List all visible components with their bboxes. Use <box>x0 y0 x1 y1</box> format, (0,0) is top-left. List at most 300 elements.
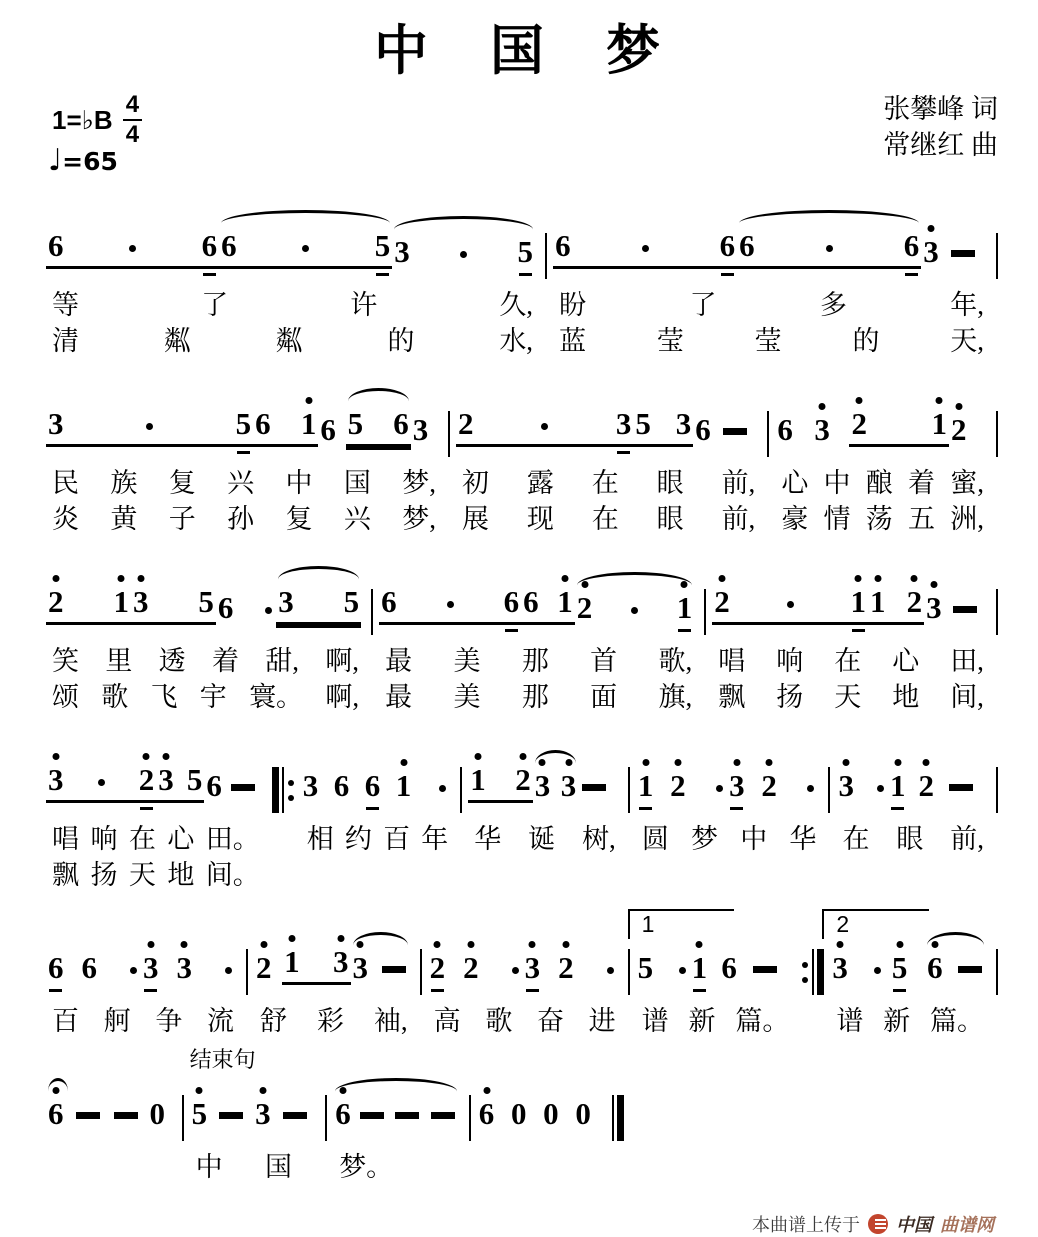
measure <box>422 923 628 1039</box>
lyric-syllable: 新 <box>883 1006 911 1036</box>
barline-begin-repeat <box>272 767 295 813</box>
lyrics-row <box>40 465 448 501</box>
augmentation-dot <box>98 779 105 786</box>
note: 5 <box>517 234 534 269</box>
lyric-syllable: 飞 <box>150 682 178 712</box>
lyrics-row <box>630 1003 802 1039</box>
lyrics-row <box>462 857 628 893</box>
dash-note <box>951 250 975 257</box>
measure <box>471 1069 613 1185</box>
note-group <box>523 951 557 985</box>
note: 1 <box>869 584 886 619</box>
lyric-syllable: 蓝 <box>559 326 587 356</box>
lyric-syllable: 眼 <box>896 824 924 854</box>
lyrics-row <box>248 1003 420 1039</box>
lyric-syllable: 展 <box>462 504 489 534</box>
lyrics-row <box>40 821 272 857</box>
notes-row <box>40 923 246 1003</box>
lyric-syllable: 诞 <box>528 824 556 854</box>
lyric-syllable: 复 <box>285 504 313 534</box>
volta-bracket <box>628 909 734 939</box>
note: 3 <box>48 406 64 441</box>
note-group <box>80 951 142 985</box>
lyric-syllable: 许 <box>350 290 378 320</box>
note-group <box>830 951 884 985</box>
lyrics-row <box>547 323 996 359</box>
notes-row <box>40 1069 182 1149</box>
note-group <box>363 769 394 803</box>
lyric-syllable: 天 <box>834 682 862 712</box>
note-group <box>836 769 888 803</box>
note: 3 <box>158 762 174 797</box>
lyric-syllable: 粼 <box>163 326 191 356</box>
lyrics-row <box>40 643 371 679</box>
dash-note <box>395 1112 419 1119</box>
augmentation-dot <box>874 967 881 974</box>
note-group <box>719 951 749 985</box>
note-group <box>148 1097 172 1131</box>
lyric-syllable: 面 <box>590 682 618 712</box>
note-group <box>411 413 438 447</box>
lyric-syllable: 田, <box>950 646 984 676</box>
measure <box>40 207 545 359</box>
time-signature <box>123 93 142 147</box>
lyricist: 张攀峰 词 <box>883 94 998 124</box>
lyrics-row <box>40 323 545 359</box>
note-group <box>921 235 947 269</box>
measure <box>40 1069 182 1185</box>
volta-number: 2 <box>836 911 850 937</box>
lyric-syllable: 华 <box>789 824 817 854</box>
note: 1 <box>931 406 947 441</box>
lyric-syllable: 歌 <box>485 1006 513 1036</box>
note-group <box>131 585 216 625</box>
lyric-syllable: 露 <box>526 468 554 498</box>
lyric-syllable: 流 <box>206 1006 234 1036</box>
note-group <box>553 229 737 269</box>
music-system <box>40 741 998 893</box>
augmentation-dot <box>807 785 814 792</box>
note: 2 <box>48 584 64 619</box>
barline-stroke <box>996 949 998 995</box>
rest-note: 0 <box>575 1096 591 1131</box>
note-group <box>253 1097 277 1131</box>
lyric-syllable: 百 <box>52 1006 79 1036</box>
note-group <box>812 413 849 447</box>
note-group <box>575 591 694 625</box>
lyric-syllable: 酿 <box>865 468 893 498</box>
note: 6 <box>903 228 920 263</box>
lyric-syllable: 飘 <box>718 682 746 712</box>
lyric-syllable: 中 <box>285 468 313 498</box>
notes-row <box>769 385 996 465</box>
lyric-syllable: 国 <box>343 468 371 498</box>
lyric-syllable: 的 <box>387 326 415 356</box>
lyrics-row <box>471 1149 613 1185</box>
rest-note: 0 <box>510 1096 527 1131</box>
note-group <box>46 407 253 447</box>
volta-number: 1 <box>641 911 655 937</box>
lyric-syllable: 心 <box>892 646 920 676</box>
lyric-syllable: 飘 <box>52 860 79 890</box>
dash-note <box>360 1112 384 1119</box>
lyric-syllable: 年, <box>950 290 984 320</box>
note-group <box>578 784 618 803</box>
note-group <box>521 585 575 625</box>
lyric-syllable: 等 <box>52 290 79 320</box>
note-group <box>318 413 345 447</box>
note: 1 <box>113 584 129 619</box>
note-group <box>668 769 727 803</box>
note: 3 <box>615 406 632 441</box>
measure <box>327 1069 469 1185</box>
lyric-syllable: 那 <box>521 682 549 712</box>
dash-note <box>114 1112 138 1119</box>
lyrics-row <box>450 501 767 537</box>
lyric-syllable: 寰。 <box>249 682 304 712</box>
lyric-syllable: 眼 <box>656 468 684 498</box>
note: 6 <box>320 412 336 447</box>
lyric-syllable: 里 <box>105 646 133 676</box>
note: 2 <box>463 950 479 985</box>
lyric-syllable: 相 <box>306 824 334 854</box>
measure <box>184 1047 326 1185</box>
lyric-syllable: 笑 <box>52 646 79 676</box>
notes-row <box>40 385 448 465</box>
dash-note <box>953 606 977 613</box>
measure <box>769 385 996 537</box>
note-group <box>477 1097 506 1131</box>
note: 6 <box>364 768 381 803</box>
measure <box>706 563 996 715</box>
augmentation-dot <box>512 967 519 974</box>
lyric-syllable: 前, <box>950 824 984 854</box>
lyric-syllable: 彩 <box>316 1006 344 1036</box>
lyric-syllable: 兴 <box>227 468 255 498</box>
notes-row <box>547 207 996 287</box>
lyric-syllable: 前, <box>721 504 756 534</box>
lyrics-row <box>40 1149 182 1185</box>
music-system <box>40 1047 624 1185</box>
lyric-syllable: 篇。 <box>735 1006 790 1036</box>
lyric-syllable: 唱 <box>718 646 746 676</box>
note-group <box>190 1097 214 1131</box>
notes-row <box>422 923 628 1003</box>
note-group <box>216 591 276 625</box>
note: 6 <box>523 584 539 619</box>
note-group <box>332 769 363 803</box>
lyric-syllable: 新 <box>688 1006 716 1036</box>
note: 2 <box>256 950 272 985</box>
note: 5 <box>635 406 651 441</box>
note-group <box>727 769 759 803</box>
lyric-syllable: 在 <box>591 468 619 498</box>
note: 6 <box>719 228 736 263</box>
note: 5 <box>343 584 360 619</box>
note-group <box>775 413 812 447</box>
barline-end-repeat <box>801 949 824 995</box>
note: 3 <box>132 584 149 619</box>
lyric-syllable: 间。 <box>205 860 260 890</box>
notes-row <box>373 563 704 643</box>
repeat-dots <box>801 949 809 995</box>
composer: 常继红 曲 <box>883 130 998 161</box>
note-group <box>254 951 282 985</box>
barline-final <box>612 1095 624 1141</box>
note: 6 <box>48 950 64 985</box>
augmentation-dot <box>302 245 309 252</box>
note-group <box>346 407 411 447</box>
note-group <box>636 769 668 803</box>
note-group <box>925 951 986 985</box>
note-group <box>759 769 818 803</box>
augmentation-dot <box>225 967 232 974</box>
lyric-syllable: 了 <box>689 290 717 320</box>
note: 1 <box>557 584 573 619</box>
augmentation-dot <box>642 245 649 252</box>
note: 5 <box>235 406 252 441</box>
lyric-syllable: 年 <box>421 824 449 854</box>
note: 1 <box>300 406 317 441</box>
music-system <box>40 207 998 359</box>
note: 1 <box>395 768 412 803</box>
lyric-syllable: 天, <box>950 326 984 356</box>
note-group <box>868 585 924 625</box>
lyric-syllable: 圆 <box>641 824 669 854</box>
lyrics-row <box>40 857 272 893</box>
note: 5 <box>198 584 214 619</box>
note: 3 <box>143 950 159 985</box>
note-group <box>461 951 523 985</box>
note-group <box>556 951 618 985</box>
barline-stroke <box>996 411 998 457</box>
measure <box>40 563 371 715</box>
measure <box>373 563 704 715</box>
note: 6 <box>393 406 409 441</box>
dash-note <box>231 784 255 791</box>
note: 2 <box>950 412 967 447</box>
dash-note <box>582 784 606 791</box>
lyric-syllable: 情 <box>823 504 851 534</box>
lyric-syllable: 中 <box>823 468 851 498</box>
note-group <box>351 951 410 985</box>
note: 3 <box>333 944 349 979</box>
music-system <box>40 911 998 1039</box>
note: 3 <box>926 590 942 625</box>
lyric-syllable: 盼 <box>559 290 587 320</box>
note: 6 <box>333 768 350 803</box>
lyric-syllable: 豪 <box>781 504 809 534</box>
lyrics-row <box>706 679 996 715</box>
time-signature-top: 4 <box>123 93 142 121</box>
site-logo-icon <box>868 1214 888 1234</box>
note-group <box>719 428 757 447</box>
lyric-syllable: 洲, <box>950 504 984 534</box>
music-system <box>40 385 998 537</box>
note-group <box>749 966 791 985</box>
note: 3 <box>278 584 294 619</box>
note-group <box>924 591 949 625</box>
augmentation-dot <box>541 423 548 430</box>
lyric-syllable: 莹 <box>754 326 782 356</box>
notes-row <box>295 741 461 821</box>
note: 2 <box>906 584 923 619</box>
lyric-syllable: 舸 <box>103 1006 131 1036</box>
note: 3 <box>255 1096 271 1131</box>
lyric-syllable: 粼 <box>275 326 303 356</box>
note: 5 <box>347 406 364 441</box>
lyric-syllable: 甜, <box>265 646 299 676</box>
note: 3 <box>675 406 692 441</box>
barline-stroke <box>272 767 279 813</box>
lyrics-row <box>450 465 767 501</box>
lyric-syllable: 孙 <box>227 504 255 534</box>
note: 2 <box>429 950 446 985</box>
note-group <box>693 413 719 447</box>
note: 6 <box>221 228 237 263</box>
lyric-syllable: 民 <box>52 468 79 498</box>
lyric-syllable: 眼 <box>656 504 684 534</box>
lyric-syllable: 心 <box>781 468 809 498</box>
note-group <box>46 1097 70 1131</box>
lyric-syllable: 前, <box>721 468 756 498</box>
lyric-syllable: 最 <box>385 646 413 676</box>
note: 3 <box>814 412 830 447</box>
note: 3 <box>412 412 429 447</box>
augmentation-dot <box>129 245 136 252</box>
note: 1 <box>889 768 906 803</box>
lyrics-row <box>373 679 704 715</box>
note: 6 <box>206 768 222 803</box>
lyric-syllable: 最 <box>385 682 413 712</box>
tempo-value: =65 <box>62 147 118 176</box>
note: 1 <box>676 590 693 625</box>
notes-row <box>706 563 996 643</box>
lyric-syllable: 百 <box>383 824 411 854</box>
lyric-syllable: 谱 <box>836 1006 864 1036</box>
note: 3 <box>923 234 939 269</box>
note-group <box>737 229 921 269</box>
lyric-syllable: 在 <box>842 824 870 854</box>
lyric-syllable: 舒 <box>260 1006 287 1036</box>
note: 3 <box>534 768 551 803</box>
note-group <box>888 769 917 803</box>
note: 6 <box>48 228 64 263</box>
barline-stroke <box>617 1095 624 1141</box>
lyrics-row <box>327 1149 469 1185</box>
lyric-syllable: 初 <box>462 468 489 498</box>
lyric-syllable: 梦, <box>402 504 436 534</box>
note-group <box>204 769 226 803</box>
note-group <box>509 1097 538 1131</box>
note-group <box>949 606 986 625</box>
barline-single <box>996 411 998 457</box>
lyric-syllable: 地 <box>167 860 195 890</box>
note-group <box>633 407 693 447</box>
lyric-syllable: 高 <box>433 1006 461 1036</box>
note-group <box>636 951 690 985</box>
lyric-syllable: 间, <box>950 682 984 712</box>
augmentation-dot <box>146 423 153 430</box>
lyrics-row <box>422 1003 628 1039</box>
barline-single <box>996 233 998 279</box>
note-group <box>46 951 80 985</box>
dash-note <box>958 966 982 973</box>
note-group <box>333 1097 459 1131</box>
dash-note <box>382 966 406 973</box>
barline-stroke <box>612 1095 614 1141</box>
note-group <box>110 1112 147 1131</box>
barline-stroke <box>282 767 284 813</box>
dash-note <box>283 1112 307 1119</box>
note-group <box>456 407 633 447</box>
note-group <box>282 945 350 985</box>
note-group <box>916 769 945 803</box>
lyrics-row <box>830 821 996 857</box>
notes-row <box>327 1069 469 1149</box>
note: 3 <box>729 768 745 803</box>
note-group <box>301 769 332 803</box>
measure <box>630 741 829 893</box>
lyric-syllable: 炎 <box>52 504 79 534</box>
lyrics-row <box>295 857 461 893</box>
site-name-bold: 中国 <box>896 1215 932 1235</box>
lyric-syllable: 奋 <box>536 1006 564 1036</box>
note-group <box>276 585 361 625</box>
note: 5 <box>637 950 654 985</box>
note-group <box>379 585 521 625</box>
notes-row <box>471 1069 613 1149</box>
lyric-syllable: 响 <box>90 824 118 854</box>
lyric-syllable: 歌 <box>101 682 129 712</box>
lyrics-row <box>706 643 996 679</box>
note: 2 <box>851 406 867 441</box>
lyrics-row <box>630 821 829 857</box>
note: 2 <box>138 762 155 797</box>
note: 2 <box>670 768 686 803</box>
augmentation-dot <box>716 785 723 792</box>
dash-note <box>949 784 973 791</box>
augmentation-dot <box>607 967 614 974</box>
barline-stroke <box>996 589 998 635</box>
note-group <box>392 235 535 269</box>
notes-row <box>40 563 371 643</box>
lyric-syllable: 蜜, <box>950 468 984 498</box>
note: 3 <box>394 234 410 269</box>
note: 5 <box>374 228 391 263</box>
lyric-syllable: 族 <box>110 468 138 498</box>
lyric-syllable: 了 <box>201 290 229 320</box>
barline-stroke <box>812 949 814 995</box>
augmentation-dot <box>787 601 794 608</box>
rest-note: 0 <box>543 1096 559 1131</box>
lyric-syllable: 首 <box>590 646 618 676</box>
watermark <box>40 1211 998 1237</box>
lyrics-row <box>184 1149 326 1185</box>
note: 1 <box>691 950 708 985</box>
notes-row <box>450 385 767 465</box>
note-group <box>394 769 451 803</box>
section-label: 结束句 <box>189 1047 256 1072</box>
note: 6 <box>777 412 793 447</box>
note: 3 <box>352 950 369 985</box>
note: 6 <box>255 406 271 441</box>
augmentation-dot <box>460 251 467 258</box>
measure <box>40 385 448 537</box>
note-group <box>253 407 318 447</box>
lyric-syllable: 国 <box>264 1152 292 1182</box>
lyrics-row <box>40 1003 246 1039</box>
